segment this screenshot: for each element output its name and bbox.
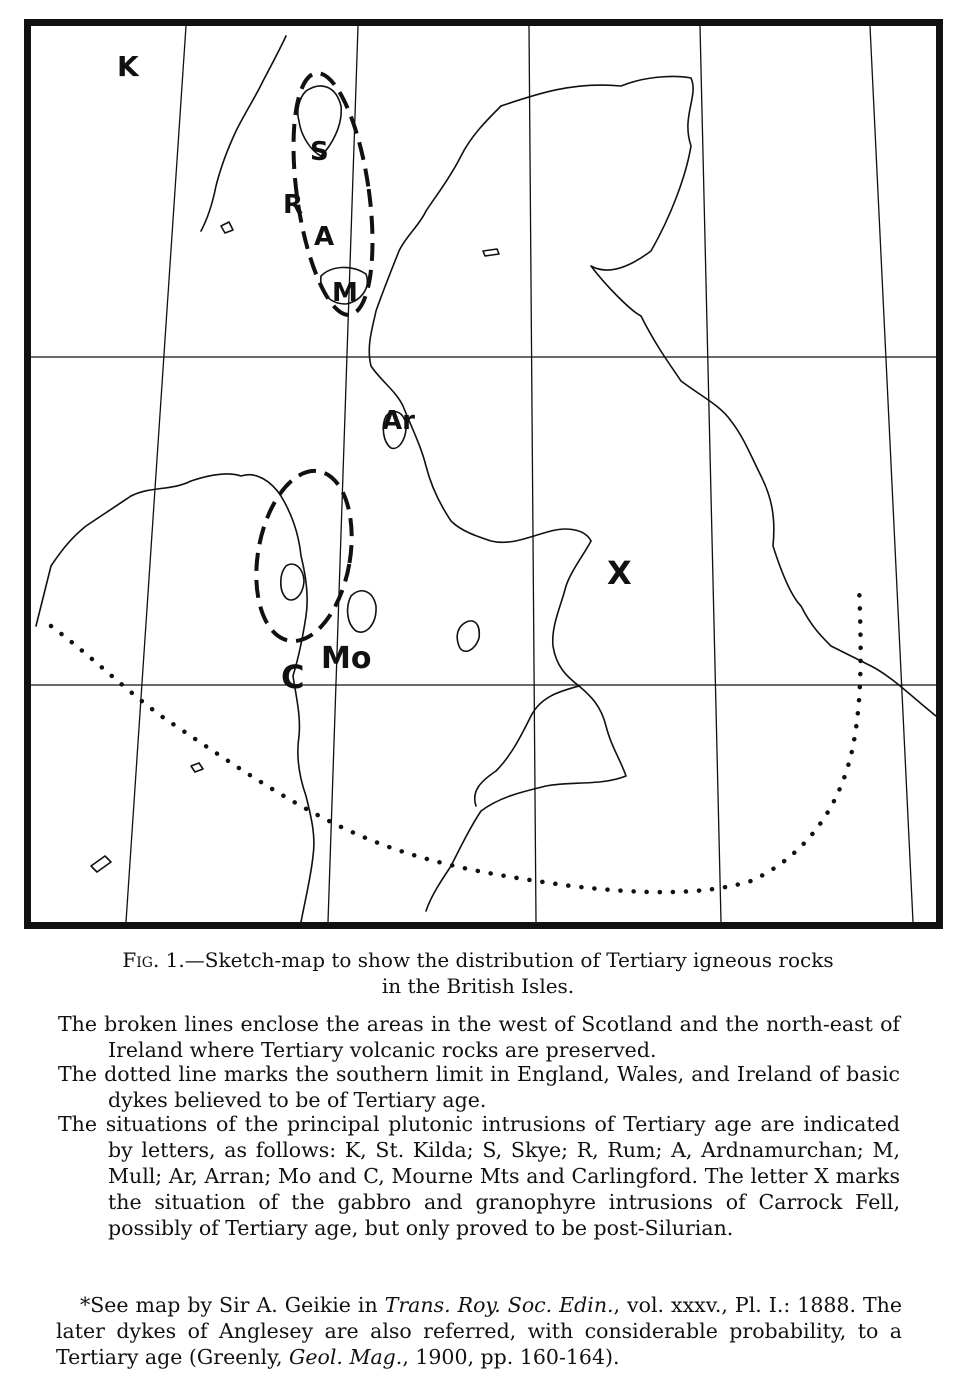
footnote-text-1: See map by Sir A. Geikie in xyxy=(90,1293,385,1317)
legend-dotted-line: The dotted line marks the southern limit in England, Wales, and Ireland of basic dykes believed to be of Tertiary age. xyxy=(58,1062,900,1112)
map-label-Mo: Mo xyxy=(321,641,372,676)
sketch-map xyxy=(31,26,936,922)
footnote xyxy=(56,1292,902,1370)
map-label-X: X xyxy=(607,554,632,592)
map-frame xyxy=(24,19,943,929)
footnote-text-3: , 1900, pp. 160-164). xyxy=(402,1345,620,1369)
scotland-west-coast xyxy=(369,106,591,542)
caption-text: —Sketch-map to show the distribution of Tertiary igneous rocks in the British Isles. xyxy=(184,948,834,998)
scotland-coast xyxy=(501,76,936,716)
meridian-line xyxy=(700,26,721,922)
footnote-text-2: , vol. xxxv., Pl. I.: 1888. The later dykes of Anglesey are also referred, with considerable probability, to a Tertiary age (Greenly, xyxy=(56,1293,902,1369)
coastlines xyxy=(36,36,936,922)
map-label-Ar: Ar xyxy=(382,406,415,436)
map-label-A: A xyxy=(314,222,335,252)
wales-coast xyxy=(475,686,579,806)
islet xyxy=(191,763,203,772)
dotted-line-dyke-limit xyxy=(51,586,861,892)
map-label-C: C xyxy=(281,658,305,696)
ireland-north-coast xyxy=(36,496,131,626)
footnote-journal-2: Geol. Mag. xyxy=(289,1345,403,1369)
figure-label: Fig. 1. xyxy=(122,948,185,972)
islet xyxy=(221,222,233,233)
legend-plutonic-intrusions: The situations of the principal plutonic intrusions of Tertiary age are indicated by letters, as follows: K, St. Kilda; S, Skye; R, Rum; A, Ardnamurchan; M, Mull; Ar, Arran; Mo and C, Mourne Mts and Carlingford. The letter X marks the situation of the gabbro and granophyre intrusions of Carrock Fell, possibly of Tertiary age, but only proved to be post-Silurian. xyxy=(58,1112,900,1240)
broken-line-ireland xyxy=(244,463,364,648)
map-label-M: M xyxy=(332,278,358,308)
down-peninsula xyxy=(348,591,376,632)
hebrides-coast xyxy=(201,36,286,231)
map-label-R: R xyxy=(283,190,304,220)
islet xyxy=(483,249,499,256)
footnote-journal-1: Trans. Roy. Soc. Edin. xyxy=(384,1293,614,1317)
isle-of-man xyxy=(457,621,479,651)
islet xyxy=(91,856,111,872)
legend-broken-lines: The broken lines enclose the areas in the west of Scotland and the north-east of Ireland where Tertiary volcanic rocks are preserved. xyxy=(58,1012,900,1062)
lough-neagh xyxy=(281,564,304,600)
ireland-coast xyxy=(131,474,314,922)
meridian-line xyxy=(870,26,913,922)
map-label-S: S xyxy=(310,137,329,167)
footnote-marker: * xyxy=(80,1293,91,1317)
graticule xyxy=(31,26,936,922)
meridian-line xyxy=(529,26,536,922)
map-label-K: K xyxy=(117,50,139,83)
meridian-line xyxy=(126,26,186,922)
figure-caption xyxy=(118,947,838,999)
meridian-line xyxy=(328,26,358,922)
